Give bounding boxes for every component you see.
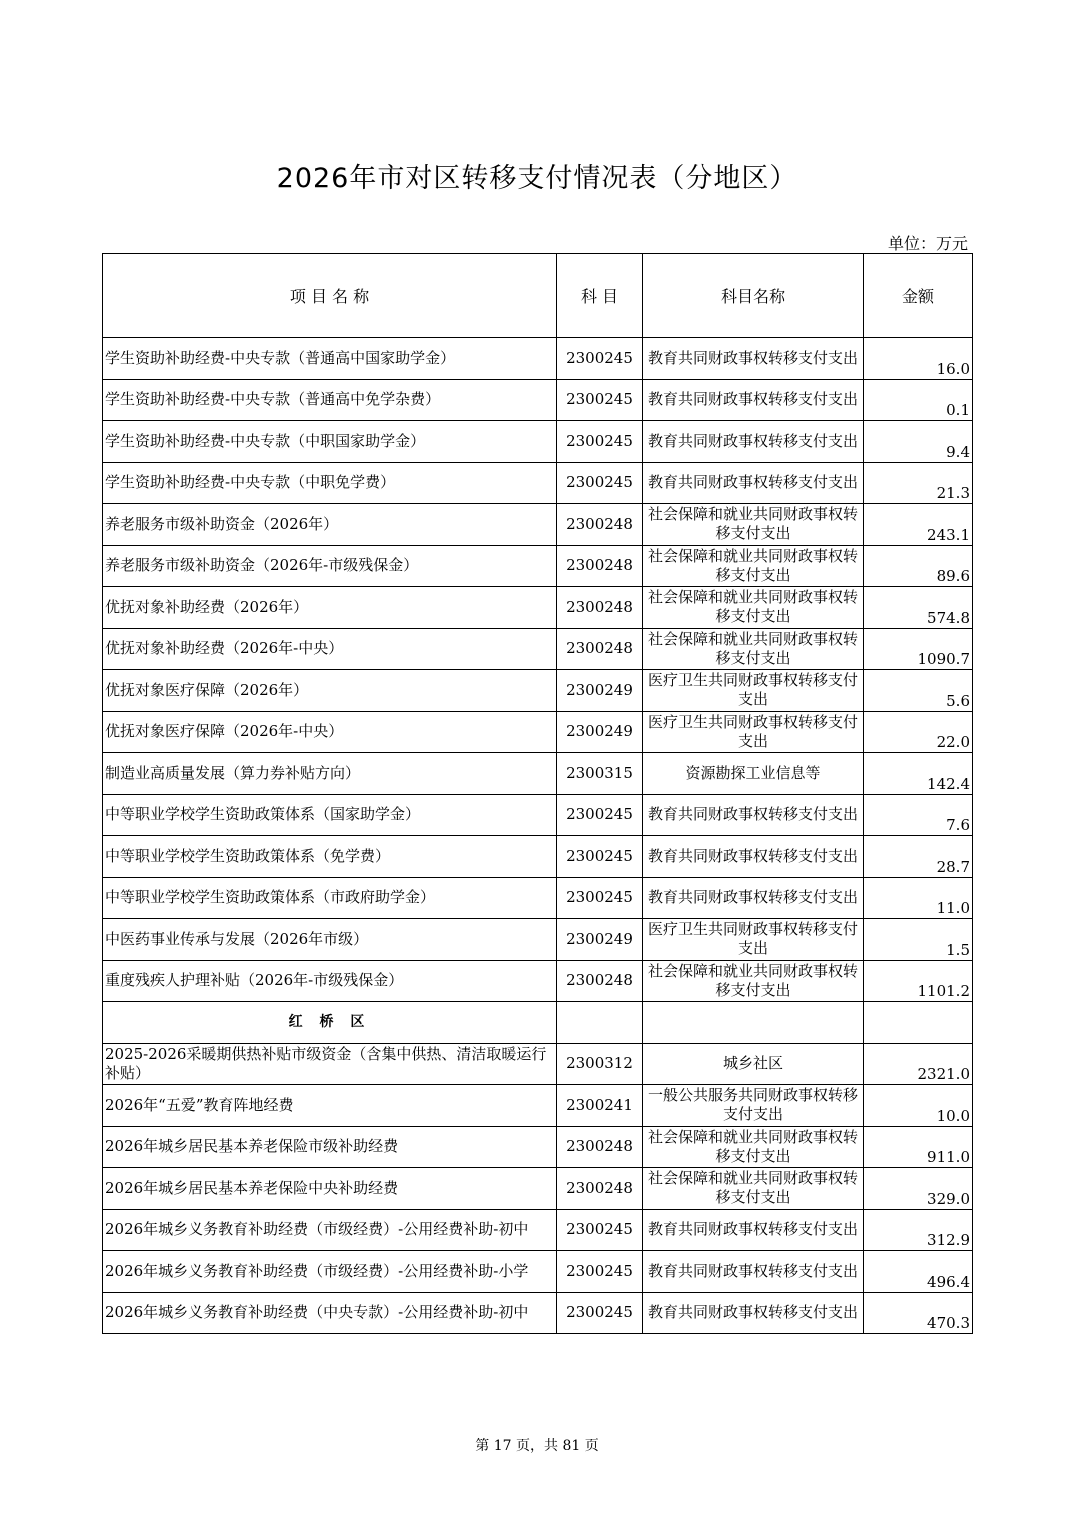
row-subject-cell: 教育共同财政事权转移支付支出: [643, 338, 864, 380]
table-row: [103, 877, 973, 919]
row-subject-cell: 社会保障和就业共同财政事权转移支付支出: [643, 545, 864, 587]
empty-cell: [557, 1002, 643, 1044]
table-row: [103, 504, 973, 546]
row-code-cell: 2300312: [557, 1043, 643, 1085]
row-name-cell: 2026年城乡义务教育补助经费（市级经费）-公用经费补助-小学: [103, 1251, 557, 1293]
row-code-cell: 2300248: [557, 545, 643, 587]
row-name-cell: 学生资助补助经费-中央专款（中职国家助学金）: [103, 421, 557, 463]
row-code-cell: 2300315: [557, 753, 643, 795]
row-code-cell: 2300249: [557, 670, 643, 712]
section-row: [103, 1002, 973, 1044]
row-amount-cell: 5.6: [864, 670, 973, 712]
row-subject-cell: 教育共同财政事权转移支付支出: [643, 421, 864, 463]
row-amount-cell: 10.0: [864, 1085, 973, 1127]
row-code-cell: 2300245: [557, 1251, 643, 1293]
table-row: [103, 960, 973, 1002]
row-amount-cell: 21.3: [864, 462, 973, 504]
row-amount-cell: 1.5: [864, 919, 973, 961]
header-name: 项 目 名 称: [103, 254, 557, 338]
row-amount-cell: 9.4: [864, 421, 973, 463]
header-row: [103, 254, 973, 338]
row-subject-cell: 社会保障和就业共同财政事权转移支付支出: [643, 1168, 864, 1210]
table-row: [103, 1292, 973, 1334]
table-row: [103, 711, 973, 753]
table-row: [103, 1126, 973, 1168]
row-amount-cell: 243.1: [864, 504, 973, 546]
row-amount-cell: 911.0: [864, 1126, 973, 1168]
row-subject-cell: 教育共同财政事权转移支付支出: [643, 1209, 864, 1251]
row-name-cell: 养老服务市级补助资金（2026年-市级残保金）: [103, 545, 557, 587]
row-amount-cell: 11.0: [864, 877, 973, 919]
row-amount-cell: 574.8: [864, 587, 973, 629]
row-subject-cell: 社会保障和就业共同财政事权转移支付支出: [643, 587, 864, 629]
table-row: [103, 1085, 973, 1127]
table-row: [103, 1168, 973, 1210]
row-name-cell: 养老服务市级补助资金（2026年）: [103, 504, 557, 546]
page-footer: 第 17 页，共 81 页: [475, 1438, 599, 1454]
row-name-cell: 2025-2026采暖期供热补贴市级资金（含集中供热、清洁取暖运行补贴）: [103, 1043, 557, 1085]
row-subject-cell: 城乡社区: [643, 1043, 864, 1085]
row-subject-cell: 资源勘探工业信息等: [643, 753, 864, 795]
row-code-cell: 2300249: [557, 711, 643, 753]
row-amount-cell: 16.0: [864, 338, 973, 380]
unit-label: 单位：万元: [887, 234, 968, 253]
row-name-cell: 重度残疾人护理补贴（2026年-市级残保金）: [103, 960, 557, 1002]
row-subject-cell: 医疗卫生共同财政事权转移支付支出: [643, 711, 864, 753]
row-code-cell: 2300248: [557, 504, 643, 546]
row-name-cell: 2026年城乡居民基本养老保险市级补助经费: [103, 1126, 557, 1168]
table-row: [103, 1251, 973, 1293]
header-subject: 科目名称: [643, 254, 864, 338]
row-amount-cell: 1101.2: [864, 960, 973, 1002]
row-amount-cell: 22.0: [864, 711, 973, 753]
row-code-cell: 2300245: [557, 379, 643, 421]
row-name-cell: 2026年城乡义务教育补助经费（中央专款）-公用经费补助-初中: [103, 1292, 557, 1334]
table-row: [103, 379, 973, 421]
table-row: [103, 587, 973, 629]
row-name-cell: 中等职业学校学生资助政策体系（国家助学金）: [103, 794, 557, 836]
row-name-cell: 优抚对象医疗保障（2026年）: [103, 670, 557, 712]
row-subject-cell: 教育共同财政事权转移支付支出: [643, 1292, 864, 1334]
row-name-cell: 优抚对象医疗保障（2026年-中央）: [103, 711, 557, 753]
row-subject-cell: 社会保障和就业共同财政事权转移支付支出: [643, 960, 864, 1002]
row-code-cell: 2300241: [557, 1085, 643, 1127]
row-name-cell: 中医药事业传承与发展（2026年市级）: [103, 919, 557, 961]
row-subject-cell: 医疗卫生共同财政事权转移支付支出: [643, 919, 864, 961]
row-code-cell: 2300245: [557, 877, 643, 919]
row-amount-cell: 329.0: [864, 1168, 973, 1210]
table-row: [103, 1043, 973, 1085]
row-code-cell: 2300248: [557, 1126, 643, 1168]
row-amount-cell: 470.3: [864, 1292, 973, 1334]
row-name-cell: 2026年“五爱”教育阵地经费: [103, 1085, 557, 1127]
page-title: 2026年市对区转移支付情况表（分地区）: [276, 163, 798, 194]
header-amount: 金额: [864, 254, 973, 338]
row-name-cell: 学生资助补助经费-中央专款（中职免学费）: [103, 462, 557, 504]
row-subject-cell: 一般公共服务共同财政事权转移支付支出: [643, 1085, 864, 1127]
row-subject-cell: 教育共同财政事权转移支付支出: [643, 379, 864, 421]
row-amount-cell: 0.1: [864, 379, 973, 421]
table-row: [103, 670, 973, 712]
table-row: [103, 338, 973, 380]
row-code-cell: 2300249: [557, 919, 643, 961]
row-name-cell: 优抚对象补助经费（2026年-中央）: [103, 628, 557, 670]
table-row: [103, 545, 973, 587]
row-subject-cell: 医疗卫生共同财政事权转移支付支出: [643, 670, 864, 712]
row-amount-cell: 312.9: [864, 1209, 973, 1251]
row-name-cell: 学生资助补助经费-中央专款（普通高中国家助学金）: [103, 338, 557, 380]
table-row: [103, 1209, 973, 1251]
row-amount-cell: 496.4: [864, 1251, 973, 1293]
row-name-cell: 2026年城乡居民基本养老保险中央补助经费: [103, 1168, 557, 1210]
row-subject-cell: 教育共同财政事权转移支付支出: [643, 794, 864, 836]
row-code-cell: 2300245: [557, 421, 643, 463]
row-amount-cell: 7.6: [864, 794, 973, 836]
header-code: 科 目: [557, 254, 643, 338]
row-code-cell: 2300248: [557, 960, 643, 1002]
row-subject-cell: 社会保障和就业共同财政事权转移支付支出: [643, 1126, 864, 1168]
transfer-table: [102, 253, 973, 1334]
table-row: [103, 836, 973, 878]
table-row: [103, 628, 973, 670]
row-name-cell: 制造业高质量发展（算力券补贴方向）: [103, 753, 557, 795]
row-subject-cell: 教育共同财政事权转移支付支出: [643, 836, 864, 878]
table-row: [103, 462, 973, 504]
row-name-cell: 中等职业学校学生资助政策体系（免学费）: [103, 836, 557, 878]
row-code-cell: 2300248: [557, 1168, 643, 1210]
row-name-cell: 2026年城乡义务教育补助经费（市级经费）-公用经费补助-初中: [103, 1209, 557, 1251]
row-code-cell: 2300245: [557, 794, 643, 836]
row-code-cell: 2300245: [557, 1292, 643, 1334]
empty-cell: [864, 1002, 973, 1044]
table-row: [103, 794, 973, 836]
table-row: [103, 421, 973, 463]
row-code-cell: 2300248: [557, 628, 643, 670]
row-amount-cell: 2321.0: [864, 1043, 973, 1085]
row-subject-cell: 教育共同财政事权转移支付支出: [643, 877, 864, 919]
row-amount-cell: 142.4: [864, 753, 973, 795]
row-code-cell: 2300245: [557, 1209, 643, 1251]
row-amount-cell: 1090.7: [864, 628, 973, 670]
table-row: [103, 919, 973, 961]
row-name-cell: 学生资助补助经费-中央专款（普通高中免学杂费）: [103, 379, 557, 421]
row-subject-cell: 社会保障和就业共同财政事权转移支付支出: [643, 628, 864, 670]
row-name-cell: 优抚对象补助经费（2026年）: [103, 587, 557, 629]
row-subject-cell: 社会保障和就业共同财政事权转移支付支出: [643, 504, 864, 546]
row-code-cell: 2300245: [557, 462, 643, 504]
row-subject-cell: 教育共同财政事权转移支付支出: [643, 462, 864, 504]
row-name-cell: 中等职业学校学生资助政策体系（市政府助学金）: [103, 877, 557, 919]
section-title: 红 桥 区: [103, 1002, 557, 1044]
row-code-cell: 2300248: [557, 587, 643, 629]
row-subject-cell: 教育共同财政事权转移支付支出: [643, 1251, 864, 1293]
row-code-cell: 2300245: [557, 338, 643, 380]
table-row: [103, 753, 973, 795]
row-amount-cell: 28.7: [864, 836, 973, 878]
row-code-cell: 2300245: [557, 836, 643, 878]
empty-cell: [643, 1002, 864, 1044]
row-amount-cell: 89.6: [864, 545, 973, 587]
